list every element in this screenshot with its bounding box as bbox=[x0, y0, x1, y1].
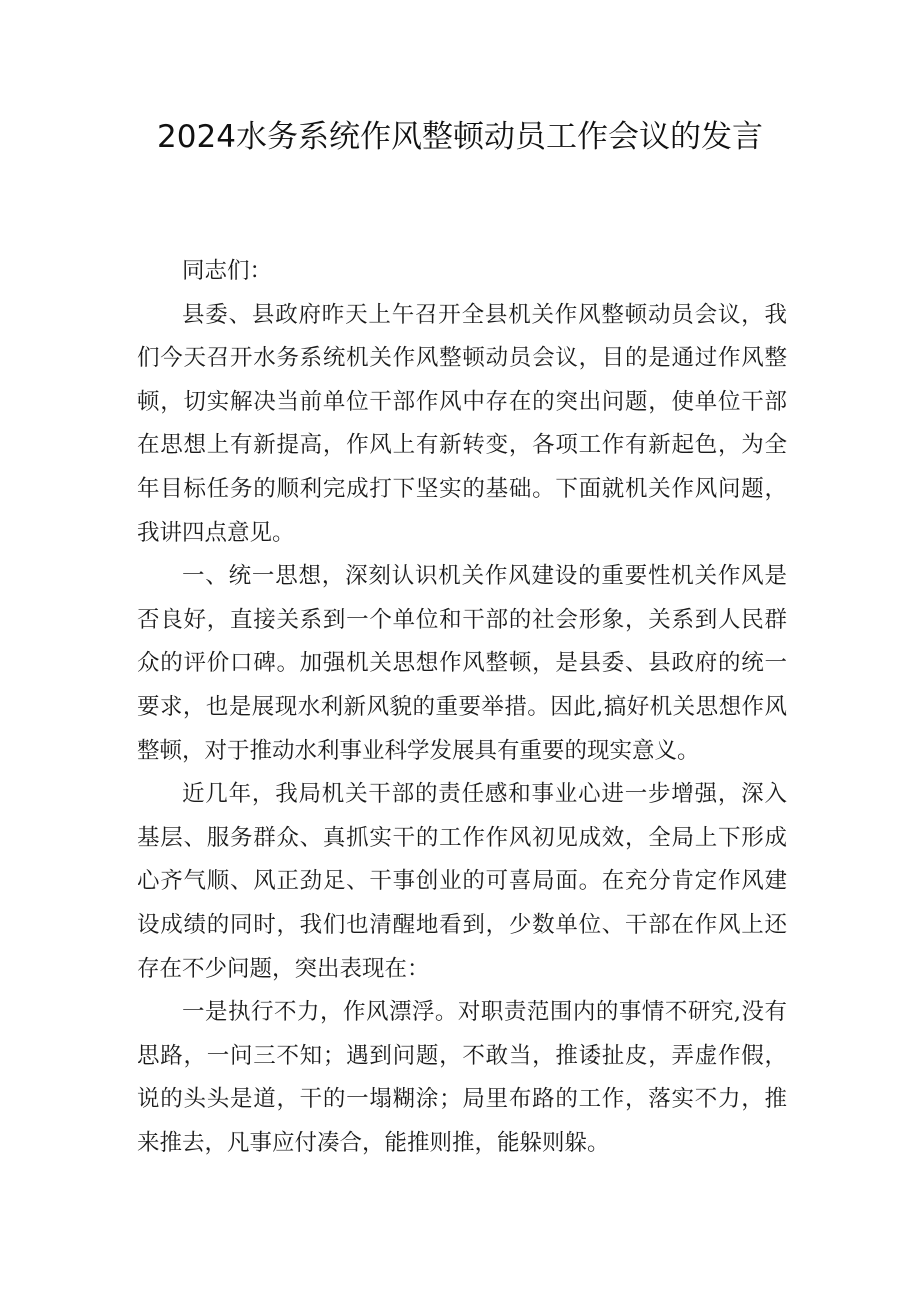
body-paragraph: 一、统一思想，深刻认识机关作风建设的重要性机关作风是否良好，直接关系到一个单位和干部的社会形象，关系到人民群众的评价口碑。加强机关思想作风整顿，是县委、县政府的统一要求，也是展现水利新风貌的重要举措。因此,搞好机关思想作风整顿，对于推动水利事业科学发展具有重要的现实意义。 bbox=[137, 563, 787, 764]
document-body bbox=[137, 250, 787, 1165]
body-paragraph: 一是执行不力，作风漂浮。对职责范围内的事情不研究,没有思路，一问三不知；遇到问题，不敢当，推诿扯皮，弄虚作假，说的头头是道，干的一塌糊涂；局里布路的工作，落实不力，推来推去，凡事应付凑合，能推则推，能躲则躲。 bbox=[137, 999, 787, 1156]
salutation-paragraph: 同志们： bbox=[182, 258, 273, 284]
body-paragraph: 县委、县政府昨天上午召开全县机关作风整顿动员会议，我们今天召开水务系统机关作风整顿动员会议，目的是通过作风整顿，切实解决当前单位干部作风中存在的突出问题，使单位干部在思想上有新提高，作风上有新转变，各项工作有新起色，为全年目标任务的顺利完成打下坚实的基础。下面就机关作风问题，我讲四点意见。 bbox=[137, 301, 787, 546]
body-paragraph: 近几年，我局机关干部的责任感和事业心进一步增强，深入基层、服务群众、真抓实干的工作作风初见成效，全局上下形成心齐气顺、风正劲足、干事创业的可喜局面。在充分肯定作风建设成绩的同时，我们也清醒地看到，少数单位、干部在作风上还存在不少问题，突出表现在： bbox=[137, 781, 787, 982]
document-title: 2024水务系统作风整顿动员工作会议的发言 bbox=[157, 119, 763, 155]
